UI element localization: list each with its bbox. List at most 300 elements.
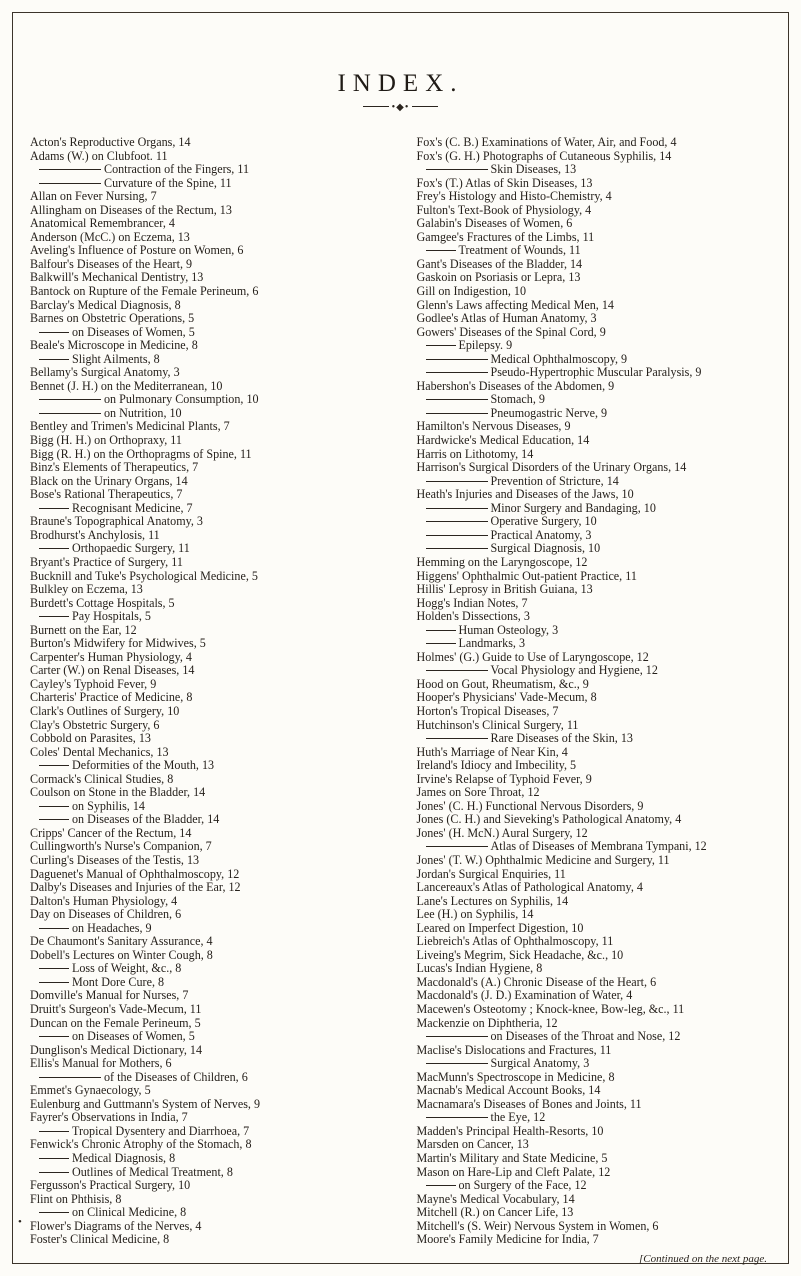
index-entry bbox=[417, 1057, 772, 1071]
index-entry bbox=[30, 840, 389, 854]
index-entry bbox=[30, 597, 389, 611]
index-entry-text: Anatomical Remembrancer, 4 bbox=[30, 216, 175, 231]
index-entry-text: Curling's Diseases of the Testis, 13 bbox=[30, 852, 200, 867]
index-entry-text: Outlines of Medical Treatment, 8 bbox=[72, 1164, 233, 1179]
index-entry-text: Deformities of the Mouth, 13 bbox=[72, 758, 215, 773]
index-entry-text: on Surgery of the Face, 12 bbox=[458, 1178, 587, 1193]
index-entry bbox=[30, 827, 389, 841]
index-entry bbox=[417, 610, 772, 624]
entry-dash-lead bbox=[426, 521, 488, 522]
index-entry bbox=[30, 420, 389, 434]
index-entry-text: Jordan's Surgical Enquiries, 11 bbox=[416, 866, 566, 881]
index-entry-text: MacMunn's Spectroscope in Medicine, 8 bbox=[416, 1069, 615, 1084]
index-entry bbox=[30, 326, 389, 340]
index-entry-text: Brodhurst's Anchylosis, 11 bbox=[30, 527, 160, 542]
index-entry bbox=[30, 786, 389, 800]
index-entry bbox=[30, 475, 389, 489]
page-footmark: • bbox=[18, 1216, 22, 1228]
index-entry bbox=[30, 177, 389, 191]
index-entry bbox=[417, 678, 772, 692]
index-entry bbox=[417, 773, 772, 787]
entry-dash-lead bbox=[39, 819, 69, 820]
index-entry bbox=[30, 353, 389, 367]
index-entry-text: Balfour's Diseases of the Heart, 9 bbox=[30, 256, 193, 271]
index-entry-text: Dalton's Human Physiology, 4 bbox=[30, 893, 178, 908]
index-entry bbox=[417, 407, 772, 421]
entry-dash-lead bbox=[426, 359, 488, 360]
index-entry-text: Tropical Dysentery and Diarrhoea, 7 bbox=[72, 1123, 250, 1138]
index-entry-text: Harris on Lithotomy, 14 bbox=[416, 446, 534, 461]
index-entry bbox=[417, 719, 772, 733]
entry-dash-lead bbox=[426, 508, 488, 509]
index-entry-text: Cormack's Clinical Studies, 8 bbox=[30, 771, 174, 786]
index-entry bbox=[30, 962, 389, 976]
entry-dash-lead bbox=[426, 643, 456, 644]
index-entry-text: Bentley and Trimen's Medicinal Plants, 7 bbox=[30, 419, 230, 434]
index-entry bbox=[30, 583, 389, 597]
index-entry-text: Medical Diagnosis, 8 bbox=[72, 1151, 176, 1166]
index-entry bbox=[417, 691, 772, 705]
index-entry bbox=[30, 813, 389, 827]
index-entry bbox=[30, 1111, 389, 1125]
continuation-note: [Continued on the next page. bbox=[638, 1252, 767, 1265]
index-entry bbox=[30, 1098, 389, 1112]
index-entry bbox=[30, 935, 389, 949]
index-entry-text: Lee (H.) on Syphilis, 14 bbox=[416, 907, 534, 922]
index-entry-text: on Diseases of the Throat and Nose, 12 bbox=[490, 1029, 681, 1044]
index-entry bbox=[417, 515, 772, 529]
ornamental-rule bbox=[30, 102, 771, 116]
index-entry-list-right bbox=[417, 136, 772, 1247]
entry-dash-lead bbox=[426, 535, 488, 536]
index-columns bbox=[30, 136, 771, 1265]
index-entry-text: Druitt's Surgeon's Vade-Mecum, 11 bbox=[30, 1002, 202, 1016]
index-entry-text: Hogg's Indian Notes, 7 bbox=[416, 595, 528, 610]
index-entry bbox=[417, 488, 772, 502]
index-entry bbox=[30, 773, 389, 787]
index-entry bbox=[417, 502, 772, 516]
index-entry-text: Mackenzie on Diphtheria, 12 bbox=[416, 1015, 558, 1030]
index-entry-text: Human Osteology, 3 bbox=[458, 622, 559, 637]
entry-dash-lead bbox=[426, 548, 488, 549]
index-entry-text: Minor Surgery and Bandaging, 10 bbox=[490, 500, 656, 515]
index-entry bbox=[417, 895, 772, 909]
index-entry-text: Foster's Clinical Medicine, 8 bbox=[30, 1232, 170, 1247]
entry-dash-lead bbox=[39, 183, 101, 184]
index-entry-text: Macnab's Medical Account Books, 14 bbox=[416, 1083, 601, 1098]
index-entry-text: Gaskoin on Psoriasis or Lepra, 13 bbox=[416, 270, 581, 285]
index-entry-text: Hillis' Leprosy in British Guiana, 13 bbox=[416, 582, 593, 597]
index-entry bbox=[30, 488, 389, 502]
index-entry bbox=[417, 434, 772, 448]
index-entry bbox=[417, 651, 772, 665]
index-entry bbox=[417, 962, 772, 976]
index-entry bbox=[30, 542, 389, 556]
index-entry-text: Lucas's Indian Hygiene, 8 bbox=[416, 961, 543, 976]
index-entry bbox=[417, 759, 772, 773]
index-entry-text: Macnamara's Diseases of Bones and Joints, 11 bbox=[416, 1096, 642, 1111]
index-entry bbox=[30, 881, 389, 895]
index-entry-text: Gowers' Diseases of the Spinal Cord, 9 bbox=[416, 324, 606, 339]
index-entry-text: Liveing's Megrim, Sick Headache, &c., 10 bbox=[416, 947, 624, 962]
index-entry-text: on Diseases of Women, 5 bbox=[72, 324, 195, 339]
index-entry-text: Surgical Diagnosis, 10 bbox=[490, 541, 601, 556]
index-entry-text: Pay Hospitals, 5 bbox=[72, 609, 151, 624]
index-entry bbox=[417, 163, 772, 177]
index-entry-text: Ellis's Manual for Mothers, 6 bbox=[30, 1056, 172, 1071]
index-entry bbox=[30, 271, 389, 285]
rule-left bbox=[363, 106, 389, 107]
index-entry bbox=[30, 705, 389, 719]
index-entry-text: Godlee's Atlas of Human Anatomy, 3 bbox=[416, 311, 597, 326]
index-entry-text: Coles' Dental Mechanics, 13 bbox=[30, 744, 169, 759]
index-entry bbox=[417, 448, 772, 462]
index-entry-text: Madden's Principal Health-Resorts, 10 bbox=[416, 1123, 604, 1138]
index-entry-text: Ireland's Idiocy and Imbecility, 5 bbox=[416, 758, 577, 773]
index-entry bbox=[30, 651, 389, 665]
index-entry-text: Recognisant Medicine, 7 bbox=[72, 500, 193, 515]
index-entry bbox=[417, 881, 772, 895]
index-entry-text: Pneumogastric Nerve, 9 bbox=[490, 405, 608, 420]
index-entry-text: on Pulmonary Consumption, 10 bbox=[104, 392, 259, 407]
index-entry-text: Gant's Diseases of the Bladder, 14 bbox=[416, 256, 583, 271]
index-entry bbox=[30, 746, 389, 760]
index-entry bbox=[417, 366, 772, 380]
index-entry-text: Fenwick's Chronic Atrophy of the Stomach, 8 bbox=[30, 1137, 252, 1152]
index-entry-text: Coulson on Stone in the Bladder, 14 bbox=[30, 785, 206, 800]
index-entry-text: Mitchell's (S. Weir) Nervous System in Women, 6 bbox=[416, 1218, 659, 1233]
index-entry-text: Charteris' Practice of Medicine, 8 bbox=[30, 690, 193, 705]
index-entry bbox=[30, 989, 389, 1003]
index-entry bbox=[30, 1152, 389, 1166]
index-entry-text: Cullingworth's Nurse's Companion, 7 bbox=[30, 839, 212, 854]
index-entry-text: Anderson (McC.) on Eczema, 13 bbox=[30, 229, 190, 244]
page-title: INDEX. bbox=[337, 70, 464, 97]
index-entry bbox=[417, 177, 772, 191]
index-entry bbox=[417, 1179, 772, 1193]
index-entry bbox=[30, 258, 389, 272]
index-entry bbox=[30, 150, 389, 164]
index-entry bbox=[417, 1003, 772, 1017]
index-entry bbox=[417, 542, 772, 556]
index-entry-text: Dunglison's Medical Dictionary, 14 bbox=[30, 1042, 203, 1057]
entry-dash-lead bbox=[426, 846, 488, 847]
index-entry bbox=[30, 1044, 389, 1058]
index-entry bbox=[30, 1084, 389, 1098]
index-entry-text: James on Sore Throat, 12 bbox=[416, 785, 540, 800]
index-entry-text: Mayne's Medical Vocabulary, 14 bbox=[416, 1191, 575, 1206]
entry-dash-lead bbox=[426, 1117, 488, 1118]
entry-dash-lead bbox=[426, 670, 488, 671]
index-entry-text: De Chaumont's Sanitary Assurance, 4 bbox=[30, 934, 213, 949]
index-entry bbox=[30, 610, 389, 624]
index-entry bbox=[417, 1220, 772, 1234]
index-entry bbox=[30, 434, 389, 448]
index-entry-text: Landmarks, 3 bbox=[458, 636, 525, 651]
index-entry bbox=[417, 854, 772, 868]
index-entry bbox=[417, 393, 772, 407]
index-entry-text: Bryant's Practice of Surgery, 11 bbox=[30, 554, 183, 569]
index-entry-text: the Eye, 12 bbox=[490, 1110, 546, 1125]
index-entry bbox=[417, 976, 772, 990]
entry-dash-lead bbox=[39, 359, 69, 360]
index-entry-text: Jones' (H. McN.) Aural Surgery, 12 bbox=[416, 825, 588, 840]
index-entry-text: Bigg (R. H.) on the Orthopragms of Spine, 11 bbox=[30, 446, 252, 461]
index-entry bbox=[417, 624, 772, 638]
index-entry bbox=[417, 150, 772, 164]
index-entry-text: Barclay's Medical Diagnosis, 8 bbox=[30, 297, 181, 312]
entry-dash-lead bbox=[426, 399, 488, 400]
entry-dash-lead bbox=[426, 345, 456, 346]
index-entry bbox=[417, 461, 772, 475]
index-entry-text: Epilepsy. 9 bbox=[458, 338, 513, 353]
index-entry bbox=[417, 1193, 772, 1207]
index-entry-text: Stomach, 9 bbox=[490, 392, 545, 407]
index-entry bbox=[30, 800, 389, 814]
entry-dash-lead bbox=[426, 372, 488, 373]
index-entry-text: Barnes on Obstetric Operations, 5 bbox=[30, 311, 195, 326]
index-entry-text: Contraction of the Fingers, 11 bbox=[104, 162, 249, 177]
entry-dash-lead bbox=[39, 928, 69, 929]
index-entry bbox=[417, 583, 772, 597]
index-entry-text: Lane's Lectures on Syphilis, 14 bbox=[416, 893, 569, 908]
index-entry-text: Braune's Topographical Anatomy, 3 bbox=[30, 514, 203, 529]
index-entry-text: Fox's (C. B.) Examinations of Water, Air, and Food, 4 bbox=[416, 135, 677, 149]
index-entry-text: Flower's Diagrams of the Nerves, 4 bbox=[30, 1218, 202, 1233]
index-entry-text: Rare Diseases of the Skin, 13 bbox=[490, 731, 633, 746]
index-entry-text: Dobell's Lectures on Winter Cough, 8 bbox=[30, 947, 213, 962]
entry-dash-lead bbox=[426, 738, 488, 739]
index-entry-text: Slight Ailments, 8 bbox=[72, 351, 160, 366]
index-entry bbox=[30, 556, 389, 570]
index-entry bbox=[30, 448, 389, 462]
index-entry bbox=[417, 1017, 772, 1031]
index-entry-text: Higgens' Ophthalmic Out-patient Practice, 11 bbox=[416, 568, 637, 583]
index-entry-text: Galabin's Diseases of Women, 6 bbox=[416, 216, 573, 231]
index-entry-text: Hardwicke's Medical Education, 14 bbox=[416, 433, 590, 448]
index-entry-text: Fulton's Text-Book of Physiology, 4 bbox=[416, 202, 592, 217]
index-entry-text: Loss of Weight, &c., 8 bbox=[72, 961, 182, 976]
index-entry-text: Holden's Dissections, 3 bbox=[416, 609, 530, 624]
index-entry-text: Hamilton's Nervous Diseases, 9 bbox=[416, 419, 571, 434]
index-entry bbox=[30, 163, 389, 177]
index-entry-text: Martin's Military and State Medicine, 5 bbox=[416, 1151, 608, 1166]
index-entry-text: Aveling's Influence of Posture on Women, 6 bbox=[30, 243, 244, 258]
index-entry bbox=[417, 800, 772, 814]
index-entry-text: Allingham on Diseases of the Rectum, 13 bbox=[30, 202, 232, 217]
index-entry-text: Dalby's Diseases and Injuries of the Ear, 12 bbox=[30, 880, 241, 895]
index-entry-text: Beale's Microscope in Medicine, 8 bbox=[30, 338, 198, 353]
index-entry-text: Jones (C. H.) and Sieveking's Pathological Anatomy, 4 bbox=[416, 812, 682, 827]
entry-dash-lead bbox=[39, 169, 101, 170]
index-entry bbox=[30, 204, 389, 218]
index-entry bbox=[30, 312, 389, 326]
index-entry bbox=[30, 1057, 389, 1071]
index-entry bbox=[417, 935, 772, 949]
index-entry-text: Black on the Urinary Organs, 14 bbox=[30, 473, 188, 488]
index-entry bbox=[30, 624, 389, 638]
index-entry-text: Allan on Fever Nursing, 7 bbox=[30, 189, 157, 204]
index-entry-text: Gamgee's Fractures of the Limbs, 11 bbox=[416, 229, 595, 244]
index-entry bbox=[417, 380, 772, 394]
index-entry-text: Mitchell (R.) on Cancer Life, 13 bbox=[416, 1205, 574, 1220]
index-entry-text: Mason on Hare-Lip and Cleft Palate, 12 bbox=[416, 1164, 611, 1179]
index-entry bbox=[417, 231, 772, 245]
index-entry bbox=[417, 353, 772, 367]
index-entry-text: Curvature of the Spine, 11 bbox=[104, 175, 232, 190]
index-entry bbox=[417, 1084, 772, 1098]
index-entry-text: Hooper's Physicians' Vade-Mecum, 8 bbox=[416, 690, 597, 705]
index-entry-text: Huth's Marriage of Near Kin, 4 bbox=[416, 744, 568, 759]
index-entry-text: Carter (W.) on Renal Diseases, 14 bbox=[30, 663, 195, 678]
entry-dash-lead bbox=[426, 169, 488, 170]
index-entry-text: Hemming on the Laryngoscope, 12 bbox=[416, 554, 588, 569]
index-entry-text: Bucknill and Tuke's Psychological Medicine, 5 bbox=[30, 568, 258, 583]
entry-dash-lead bbox=[39, 1158, 69, 1159]
index-entry-text: Binz's Elements of Therapeutics, 7 bbox=[30, 460, 199, 475]
index-entry bbox=[30, 1138, 389, 1152]
index-entry bbox=[30, 285, 389, 299]
entry-dash-lead bbox=[39, 968, 69, 969]
index-entry-text: Maclise's Dislocations and Fractures, 11 bbox=[416, 1042, 612, 1057]
index-entry bbox=[30, 1166, 389, 1180]
index-entry-text: Bantock on Rupture of the Female Perineum, 6 bbox=[30, 284, 259, 299]
index-entry bbox=[417, 989, 772, 1003]
index-entry bbox=[30, 691, 389, 705]
index-entry-text: Burnett on the Ear, 12 bbox=[30, 622, 137, 637]
index-entry bbox=[30, 719, 389, 733]
index-entry bbox=[30, 1206, 389, 1220]
entry-dash-lead bbox=[39, 548, 69, 549]
index-entry-text: Jones' (C. H.) Functional Nervous Disorders, 9 bbox=[416, 798, 644, 813]
entry-dash-lead bbox=[39, 1212, 69, 1213]
index-entry-text: Treatment of Wounds, 11 bbox=[458, 243, 581, 258]
index-entry bbox=[30, 1179, 389, 1193]
index-entry bbox=[30, 1125, 389, 1139]
index-entry bbox=[30, 1193, 389, 1207]
index-entry-text: Bose's Rational Therapeutics, 7 bbox=[30, 487, 183, 502]
entry-dash-lead bbox=[426, 413, 488, 414]
index-entry-text: Fergusson's Practical Surgery, 10 bbox=[30, 1178, 191, 1193]
index-entry-text: Macdonald's (A.) Chronic Disease of the Heart, 6 bbox=[416, 974, 657, 989]
index-entry-text: Practical Anatomy, 3 bbox=[490, 527, 592, 542]
index-entry bbox=[417, 813, 772, 827]
index-entry bbox=[417, 258, 772, 272]
index-entry-text: Operative Surgery, 10 bbox=[490, 514, 597, 529]
index-entry bbox=[30, 461, 389, 475]
index-entry bbox=[417, 746, 772, 760]
index-entry-text: Habershon's Diseases of the Abdomen, 9 bbox=[416, 378, 615, 393]
entry-dash-lead bbox=[426, 1063, 488, 1064]
index-entry bbox=[417, 664, 772, 678]
index-entry bbox=[417, 475, 772, 489]
entry-dash-lead bbox=[426, 250, 456, 251]
index-entry-text: of the Diseases of Children, 6 bbox=[104, 1069, 248, 1084]
index-entry-text: Hutchinson's Clinical Surgery, 11 bbox=[416, 717, 579, 732]
index-entry-text: on Diseases of the Bladder, 14 bbox=[72, 812, 220, 827]
index-entry-text: Harrison's Surgical Disorders of the Urinary Organs, 14 bbox=[416, 460, 687, 475]
index-entry bbox=[30, 244, 389, 258]
index-entry-text: Bellamy's Surgical Anatomy, 3 bbox=[30, 365, 180, 380]
index-entry-text: Macewen's Osteotomy ; Knock-knee, Bow-leg, &c., 11 bbox=[416, 1002, 685, 1016]
index-entry bbox=[417, 1071, 772, 1085]
index-entry-text: Hood on Gout, Rheumatism, &c., 9 bbox=[416, 676, 589, 691]
index-entry bbox=[417, 1138, 772, 1152]
index-entry bbox=[30, 515, 389, 529]
entry-dash-lead bbox=[39, 399, 101, 400]
index-entry bbox=[417, 570, 772, 584]
index-entry bbox=[30, 732, 389, 746]
index-entry-text: Clark's Outlines of Surgery, 10 bbox=[30, 703, 180, 718]
entry-dash-lead bbox=[39, 1131, 69, 1132]
index-entry-text: Leared on Imperfect Digestion, 10 bbox=[416, 920, 584, 935]
index-entry bbox=[30, 908, 389, 922]
index-entry-text: Holmes' (G.) Guide to Use of Laryngoscope, 12 bbox=[416, 649, 649, 664]
index-entry-text: Bigg (H. H.) on Orthopraxy, 11 bbox=[30, 433, 182, 448]
index-entry bbox=[30, 868, 389, 882]
index-entry-text: Atlas of Diseases of Membrana Tympani, 12 bbox=[490, 839, 707, 854]
entry-dash-lead bbox=[39, 1077, 101, 1078]
index-entry bbox=[417, 326, 772, 340]
index-entry bbox=[417, 1111, 772, 1125]
index-entry bbox=[30, 854, 389, 868]
index-entry-text: Frey's Histology and Histo-Chemistry, 4 bbox=[416, 189, 612, 204]
index-entry bbox=[417, 1030, 772, 1044]
index-entry bbox=[30, 922, 389, 936]
index-entry-text: Flint on Phthisis, 8 bbox=[30, 1191, 122, 1206]
index-entry bbox=[417, 827, 772, 841]
index-entry-text: Surgical Anatomy, 3 bbox=[490, 1056, 590, 1071]
index-entry-text: Day on Diseases of Children, 6 bbox=[30, 907, 182, 922]
index-entry bbox=[417, 299, 772, 313]
index-entry bbox=[417, 1166, 772, 1180]
index-entry-text: Fayrer's Observations in India, 7 bbox=[30, 1110, 188, 1125]
index-entry-text: Heath's Injuries and Diseases of the Jaws, 10 bbox=[416, 487, 634, 502]
index-entry-text: Cayley's Typhoid Fever, 9 bbox=[30, 676, 157, 691]
index-entry bbox=[30, 1233, 389, 1247]
index-entry-text: on Clinical Medicine, 8 bbox=[72, 1205, 187, 1220]
index-entry bbox=[30, 1003, 389, 1017]
index-entry-text: Glenn's Laws affecting Medical Men, 14 bbox=[416, 297, 614, 312]
index-entry-text: Medical Ophthalmoscopy, 9 bbox=[490, 351, 628, 366]
index-entry-text: Burton's Midwifery for Midwives, 5 bbox=[30, 636, 206, 651]
index-entry bbox=[417, 1233, 772, 1247]
index-entry bbox=[30, 339, 389, 353]
index-entry bbox=[417, 136, 772, 150]
index-entry bbox=[30, 1220, 389, 1234]
index-entry bbox=[30, 759, 389, 773]
index-column-left bbox=[30, 136, 401, 1247]
entry-dash-lead bbox=[39, 1036, 69, 1037]
index-entry bbox=[30, 1030, 389, 1044]
index-entry bbox=[417, 637, 772, 651]
index-entry bbox=[30, 190, 389, 204]
index-entry-text: Vocal Physiology and Hygiene, 12 bbox=[490, 663, 658, 678]
index-entry bbox=[417, 705, 772, 719]
index-entry-text: Carpenter's Human Physiology, 4 bbox=[30, 649, 192, 664]
index-entry bbox=[30, 1017, 389, 1031]
index-entry bbox=[30, 380, 389, 394]
index-entry-text: on Syphilis, 14 bbox=[72, 798, 145, 813]
index-entry-text: Domville's Manual for Nurses, 7 bbox=[30, 988, 189, 1003]
index-entry-text: Orthopaedic Surgery, 11 bbox=[72, 541, 190, 556]
index-entry bbox=[30, 637, 389, 651]
entry-dash-lead bbox=[426, 481, 488, 482]
index-entry bbox=[417, 204, 772, 218]
index-entry-text: Moore's Family Medicine for India, 7 bbox=[416, 1232, 599, 1247]
index-entry bbox=[30, 136, 389, 150]
index-entry bbox=[30, 502, 389, 516]
